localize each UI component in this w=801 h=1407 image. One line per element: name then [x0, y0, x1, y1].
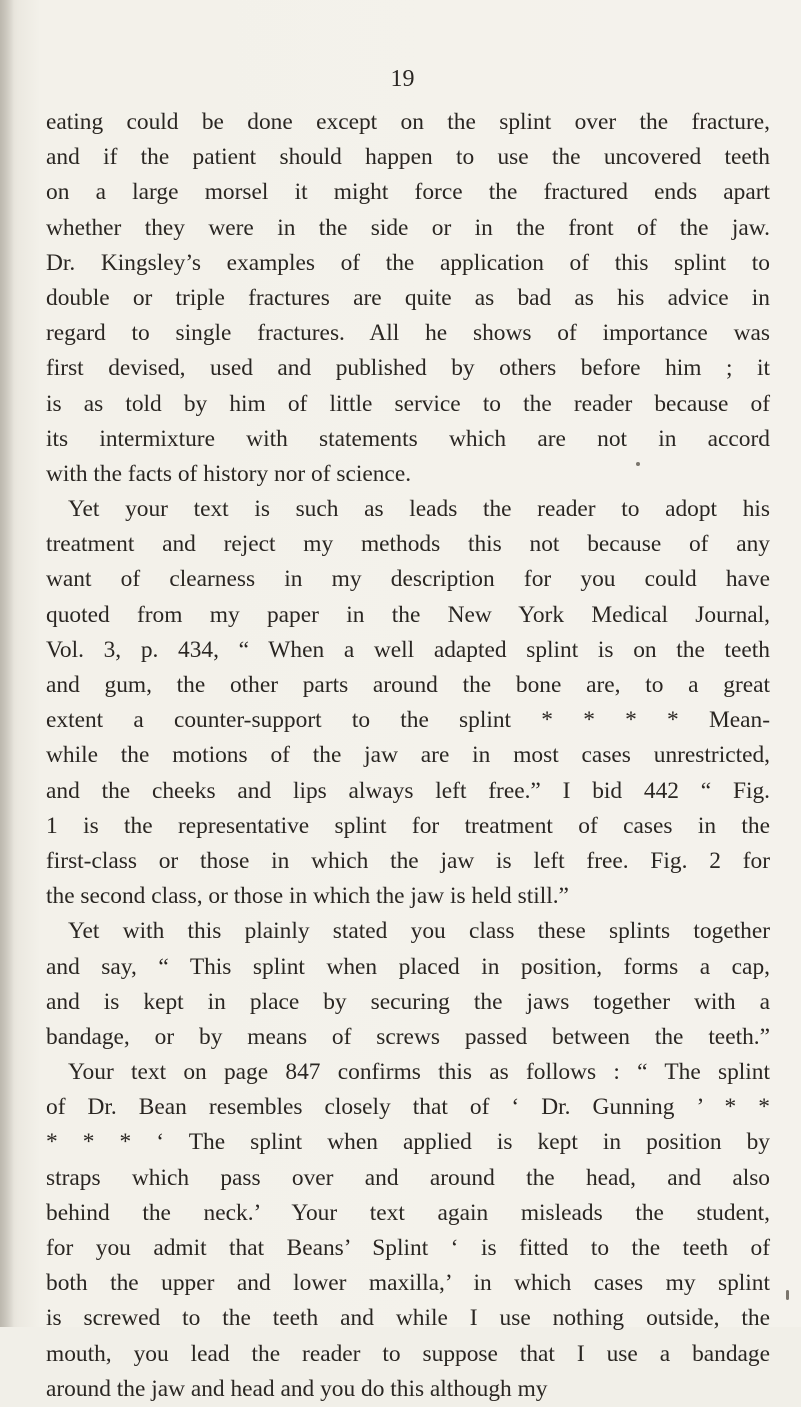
text-line: Yet your text is such as leads the reader to adopt his [68, 496, 770, 523]
text-line: treatment and reject my methods this not because of any [46, 531, 770, 558]
text-line: Your text on page 847 confirms this as follows : “ The splint [68, 1059, 770, 1086]
text-line: for you admit that Beans’ Splint ‘ is fitted to the teeth of [46, 1235, 770, 1261]
text-line: and say, “ This splint when placed in position, forms a cap, [46, 953, 770, 980]
body-text [46, 105, 770, 1407]
text-line: straps which pass over and around the head, and also [46, 1164, 770, 1191]
text-line: and gum, the other parts around the bone are, to a great [46, 672, 770, 698]
text-line: and if the patient should happen to use the uncovered teeth [46, 144, 770, 171]
text-line: both the upper and lower maxilla,’ in which cases my splint [46, 1270, 770, 1297]
text-line: mouth, you lead the reader to suppose that I use a bandage [46, 1340, 770, 1367]
text-line: while the motions of the jaw are in most cases unrestricted, [46, 742, 770, 769]
text-line: bandage, or by means of screws passed between the teeth.” [46, 1023, 770, 1050]
text-line: with the facts of history nor of science. [46, 460, 412, 487]
text-line: around the jaw and head and you do this although my [46, 1375, 548, 1402]
text-line: whether they were in the side or in the front of the jaw. [46, 214, 770, 241]
text-line: the second class, or those in which the jaw is held still.” [46, 883, 569, 910]
text-line: Yet with this plainly stated you class these splints together [68, 918, 770, 945]
text-line: Vol. 3, p. 434, “ When a well adapted splint is on the teeth [46, 636, 770, 663]
text-line: regard to single fractures. All he shows of importance was [46, 320, 770, 347]
text-line: Dr. Kingsley’s examples of the application of this splint to [46, 249, 770, 276]
text-line: is screwed to the teeth and while I use nothing outside, the [46, 1305, 770, 1332]
text-line: and is kept in place by securing the jaws together with a [46, 988, 770, 1015]
text-line: 1 is the representative splint for treatment of cases in the [46, 812, 770, 839]
text-line: and the cheeks and lips always left free.” I bid 442 “ Fig. [46, 777, 770, 804]
gutter-shadow [0, 0, 14, 1327]
text-line: quoted from my paper in the New York Medical Journal, [46, 601, 770, 628]
text-line: behind the neck.’ Your text again misleads the student, [46, 1199, 770, 1226]
text-line: first devised, used and published by others before him ; it [46, 355, 770, 382]
text-line: first-class or those in which the jaw is left free. Fig. 2 for [46, 847, 770, 874]
text-line: its intermixture with statements which are not in accord [46, 425, 770, 452]
margin-speck [636, 462, 640, 466]
text-line: want of clearness in my description for you could have [46, 566, 770, 593]
text-line: * * * ‘ The splint when applied is kept in position by [46, 1129, 770, 1156]
text-line: extent a counter-support to the splint * * * * Mean- [46, 707, 770, 734]
margin-speck [786, 1290, 789, 1300]
page-number: 19 [390, 66, 415, 92]
text-line: double or triple fractures are quite as bad as his advice in [46, 284, 770, 311]
text-line: is as told by him of little service to the reader because of [46, 390, 770, 417]
text-line: eating could be done except on the splint over the fracture, [46, 109, 770, 135]
text-line: of Dr. Bean resembles closely that of ‘ Dr. Gunning ’ * * [46, 1094, 770, 1121]
text-line: on a large morsel it might force the fractured ends apart [46, 179, 770, 206]
